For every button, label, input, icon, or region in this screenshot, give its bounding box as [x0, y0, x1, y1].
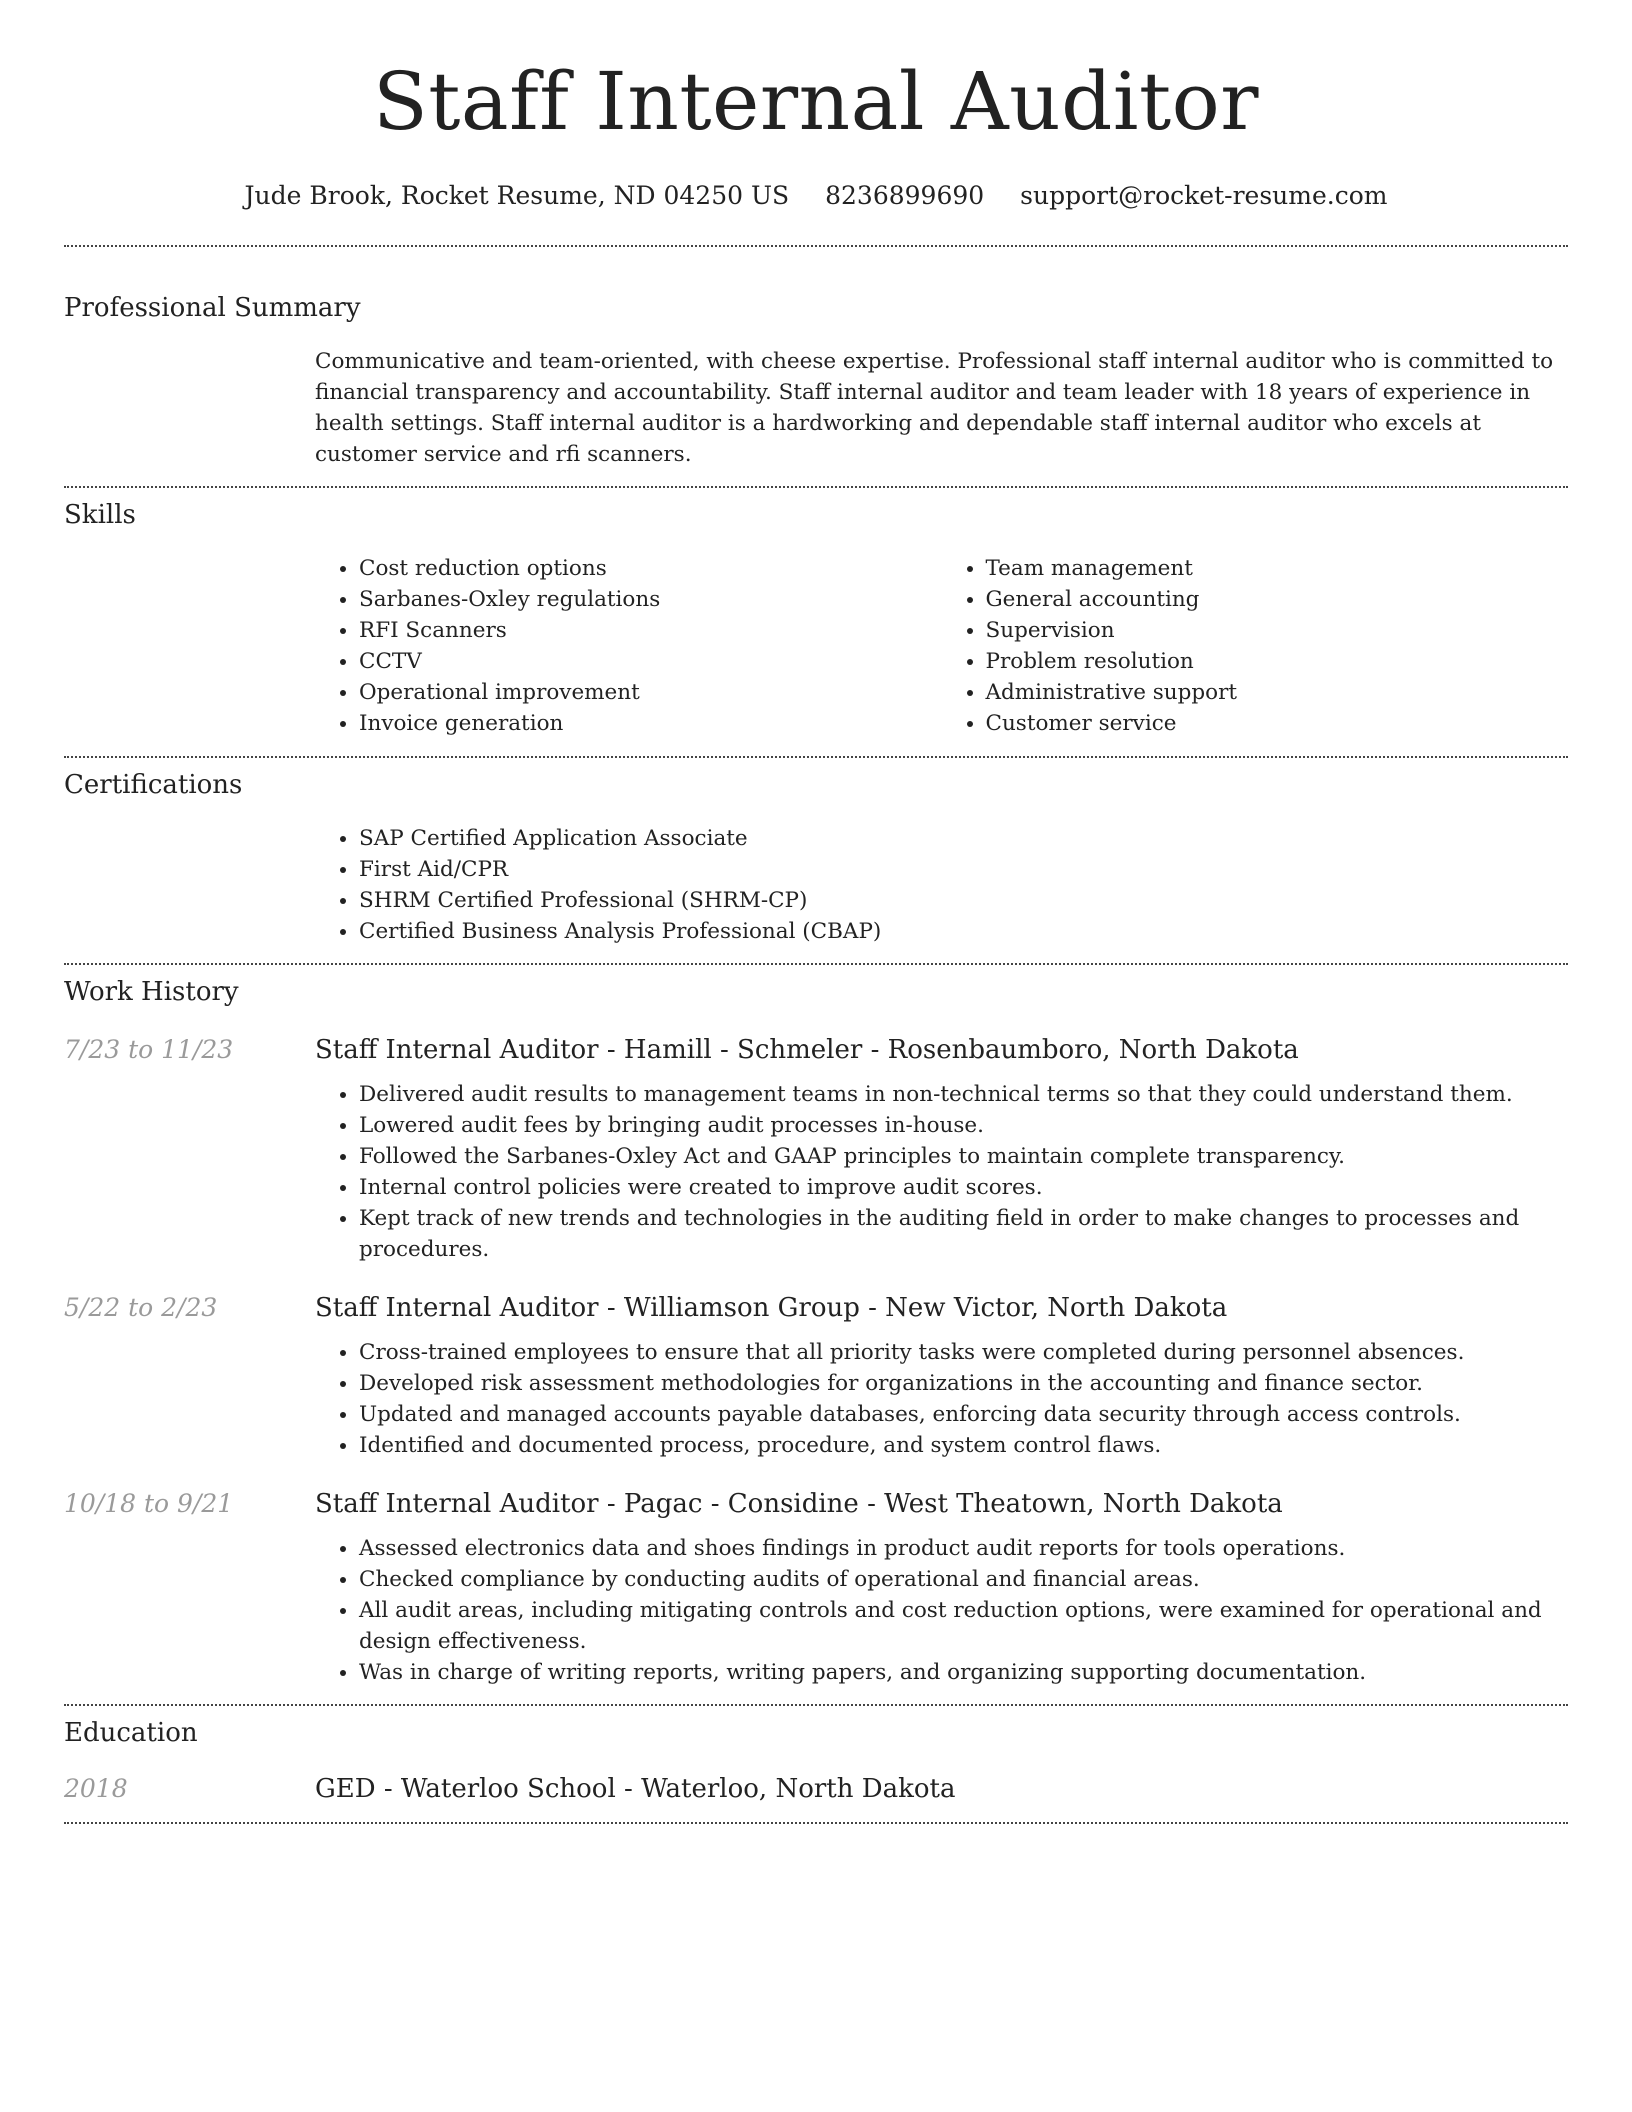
job-header: [64, 1033, 1568, 1067]
education-heading: Education: [64, 1718, 198, 1748]
education-title: GED - Waterloo School - Waterloo, North Dakota: [315, 1774, 956, 1804]
skill-item: • Supervision: [986, 615, 1569, 646]
skills-list-left: [315, 553, 942, 739]
contact-phone: 8236899690: [825, 181, 985, 210]
job-bullet: • Followed the Sarbanes-Oxley Act and GAAP principles to maintain complete transparency.: [359, 1141, 1568, 1172]
skills-heading: Skills: [64, 500, 136, 530]
job-bullet: • Developed risk assessment methodologies for organizations in the accounting and finance sector.: [359, 1368, 1568, 1399]
skill-item: • CCTV: [359, 646, 942, 677]
skill-item: • Customer service: [986, 708, 1569, 739]
job-title: Staff Internal Auditor - Pagac - Considine - West Theatown, North Dakota: [315, 1489, 1283, 1519]
job-title: Staff Internal Auditor - Williamson Group - New Victor, North Dakota: [315, 1293, 1228, 1323]
job-bullet: • Was in charge of writing reports, writing papers, and organizing supporting documentation.: [359, 1657, 1568, 1688]
job-bullet: • Internal control policies were created to improve audit scores.: [359, 1172, 1568, 1203]
job-dates: 10/18 to 9/21: [64, 1489, 234, 1518]
job-bullets: [315, 1079, 1568, 1265]
certification-item: • Certified Business Analysis Professional (CBAP): [359, 916, 1568, 947]
work-history-heading: Work History: [64, 977, 239, 1007]
job-entry: [64, 1487, 1568, 1688]
job-bullet: • Kept track of new trends and technologies in the auditing field in order to make changes to processes and procedures.: [359, 1203, 1568, 1265]
summary-body: [315, 346, 1568, 470]
job-bullet: • Checked compliance by conducting audits of operational and financial areas.: [359, 1564, 1568, 1595]
contact-email: support@rocket-resume.com: [1020, 181, 1388, 210]
education-entry: [64, 1772, 1568, 1806]
resume-title: Staff Internal Auditor: [372, 55, 1260, 148]
skill-item: • General accounting: [986, 584, 1569, 615]
skills-grid: [315, 553, 1568, 739]
skill-item: • Invoice generation: [359, 708, 942, 739]
certifications-list: [315, 823, 1568, 947]
certifications-body: [315, 823, 1568, 947]
divider: [64, 1822, 1568, 1824]
summary-text: Communicative and team-oriented, with cheese expertise. Professional staff internal auditor who is committed to financial transparency and accountability. Staff internal auditor and team leader with 18 years of experience in health settings. Staff internal auditor is a hardworking and dependable staff internal auditor who excels at customer service and rfi scanners.: [315, 349, 1554, 467]
certification-item: • First Aid/CPR: [359, 854, 1568, 885]
job-header: [64, 1291, 1568, 1325]
skill-item: • Cost reduction options: [359, 553, 942, 584]
contact-line: [64, 180, 1568, 212]
job-entry: [64, 1291, 1568, 1461]
job-entry: [64, 1033, 1568, 1265]
contact-address: Jude Brook, Rocket Resume, ND 04250 US: [244, 181, 790, 210]
certification-item: • SAP Certified Application Associate: [359, 823, 1568, 854]
job-header: [64, 1487, 1568, 1521]
skill-item: • Sarbanes-Oxley regulations: [359, 584, 942, 615]
work-history-section: [64, 965, 1568, 1704]
job-dates: 7/23 to 11/23: [64, 1035, 234, 1064]
job-bullet: • Cross-trained employees to ensure that all priority tasks were completed during personnel absences.: [359, 1337, 1568, 1368]
job-dates: 5/22 to 2/23: [64, 1293, 218, 1322]
summary-section: [64, 247, 1568, 486]
job-bullet: • Assessed electronics data and shoes findings in product audit reports for tools operations.: [359, 1533, 1568, 1564]
job-bullet: • Delivered audit results to management teams in non-technical terms so that they could understand them.: [359, 1079, 1568, 1110]
certification-item: • SHRM Certified Professional (SHRM-CP): [359, 885, 1568, 916]
skill-item: • RFI Scanners: [359, 615, 942, 646]
skill-item: • Problem resolution: [986, 646, 1569, 677]
job-title: Staff Internal Auditor - Hamill - Schmeler - Rosenbaumboro, North Dakota: [315, 1035, 1299, 1065]
job-bullets: [315, 1337, 1568, 1461]
skills-section: [64, 488, 1568, 756]
skills-list-right: [942, 553, 1569, 739]
skill-item: • Team management: [986, 553, 1569, 584]
skill-item: • Administrative support: [986, 677, 1569, 708]
skill-item: • Operational improvement: [359, 677, 942, 708]
certifications-heading: Certifications: [64, 770, 243, 800]
education-year: 2018: [64, 1774, 128, 1803]
job-bullet: • All audit areas, including mitigating controls and cost reduction options, were examined for operational and design effectiveness.: [359, 1595, 1568, 1657]
job-bullet: • Lowered audit fees by bringing audit processes in-house.: [359, 1110, 1568, 1141]
summary-heading: Professional Summary: [64, 293, 361, 323]
job-bullet: • Identified and documented process, procedure, and system control flaws.: [359, 1430, 1568, 1461]
job-bullet: • Updated and managed accounts payable databases, enforcing data security through access controls.: [359, 1399, 1568, 1430]
job-bullets: [315, 1533, 1568, 1688]
education-section: [64, 1706, 1568, 1822]
certifications-section: [64, 758, 1568, 963]
